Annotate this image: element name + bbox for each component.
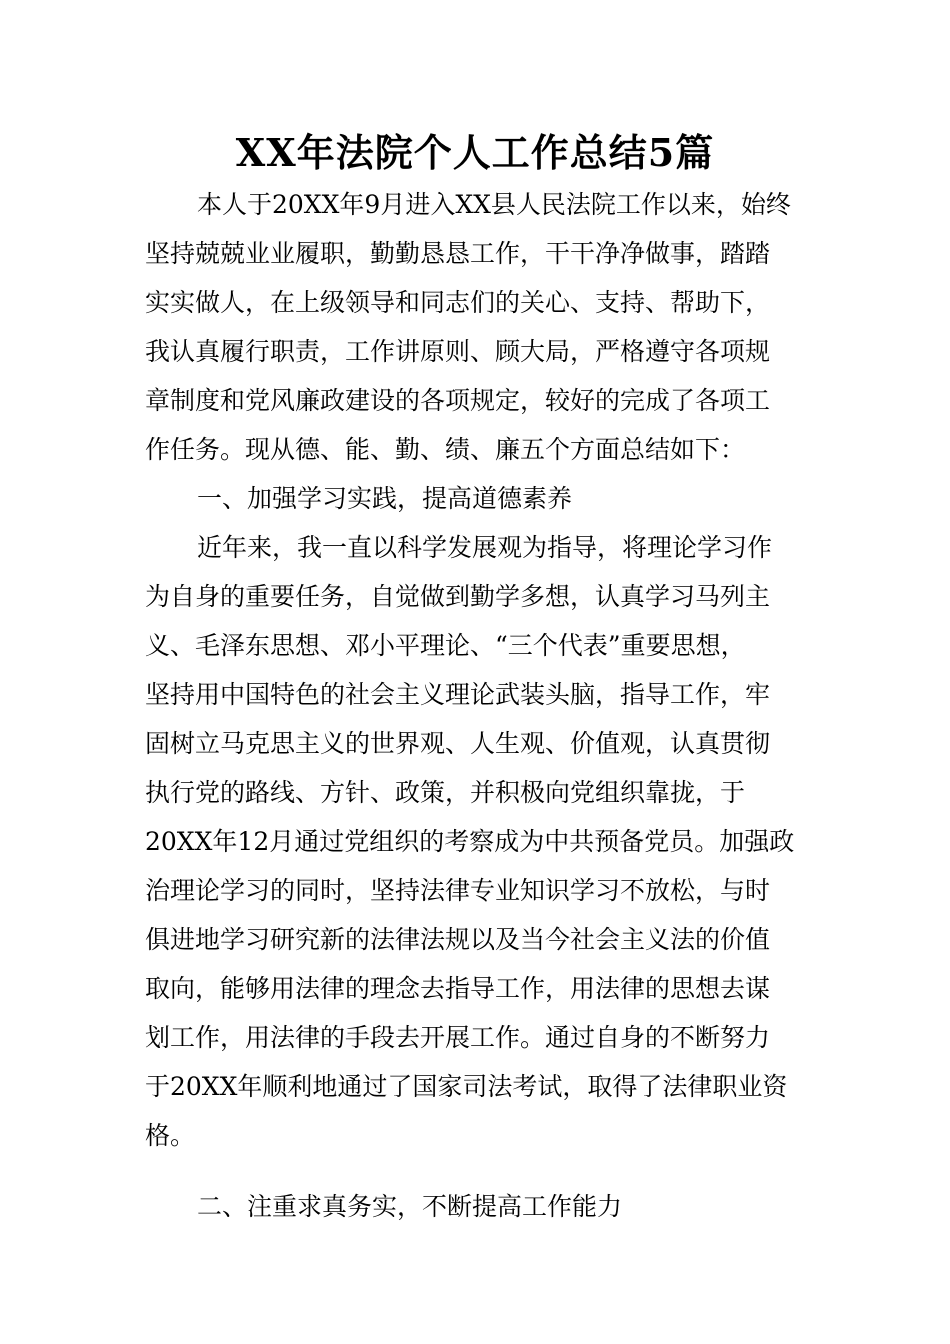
text-line: 近年来，我一直以科学发展观为指导，将理论学习作	[197, 533, 773, 562]
text-line: 义、毛泽东思想、邓小平理论、“三个代表”重要思想，	[145, 631, 746, 660]
text-line: 坚持用中国特色的社会主义理论武装头脑，指导工作，牢	[145, 680, 771, 709]
text-line: 取向，能够用法律的理念去指导工作，用法律的思想去谋	[145, 974, 771, 1003]
section-heading-2: 二、注重求真务实，不断提高工作能力	[197, 1192, 623, 1221]
document-title: XX年法院个人工作总结5篇	[235, 130, 715, 175]
text-line: 固树立马克思主义的世界观、人生观、价值观，认真贯彻	[145, 729, 771, 758]
text-line: 我认真履行职责，工作讲原则、顾大局，严格遵守各项规	[145, 337, 771, 366]
paragraph-study	[145, 523, 815, 1160]
text-line: 实实做人，在上级领导和同志们的关心、支持、帮助下，	[145, 288, 771, 317]
text-line: 本人于20XX年9月进入XX县人民法院工作以来，始终	[197, 190, 791, 219]
text-line: 20XX年12月通过党组织的考察成为中共预备党员。加强政	[145, 827, 795, 856]
text-line: 划工作，用法律的手段去开展工作。通过自身的不断努力	[145, 1023, 771, 1052]
text-line: 坚持兢兢业业履职，勤勤恳恳工作，干干净净做事，踏踏	[145, 239, 771, 268]
text-line: 作任务。现从德、能、勤、绩、廉五个方面总结如下：	[145, 435, 746, 464]
section-heading-1: 一、加强学习实践，提高道德素养	[197, 484, 573, 513]
text-line: 为自身的重要任务，自觉做到勤学多想，认真学习马列主	[145, 582, 771, 611]
document-body	[145, 180, 815, 1231]
text-line: 于20XX年顺利地通过了国家司法考试，取得了法律职业资	[145, 1072, 788, 1101]
text-line: 执行党的路线、方针、政策，并积极向党组织靠拢，于	[145, 778, 746, 807]
paragraph-intro	[145, 180, 815, 474]
text-line: 章制度和党风廉政建设的各项规定，较好的完成了各项工	[145, 386, 771, 415]
text-line: 格。	[145, 1121, 196, 1150]
text-line: 俱进地学习研究新的法律法规以及当今社会主义法的价值	[145, 925, 771, 954]
paragraph-gap	[145, 1160, 815, 1182]
text-line: 治理论学习的同时，坚持法律专业知识学习不放松，与时	[145, 876, 771, 905]
